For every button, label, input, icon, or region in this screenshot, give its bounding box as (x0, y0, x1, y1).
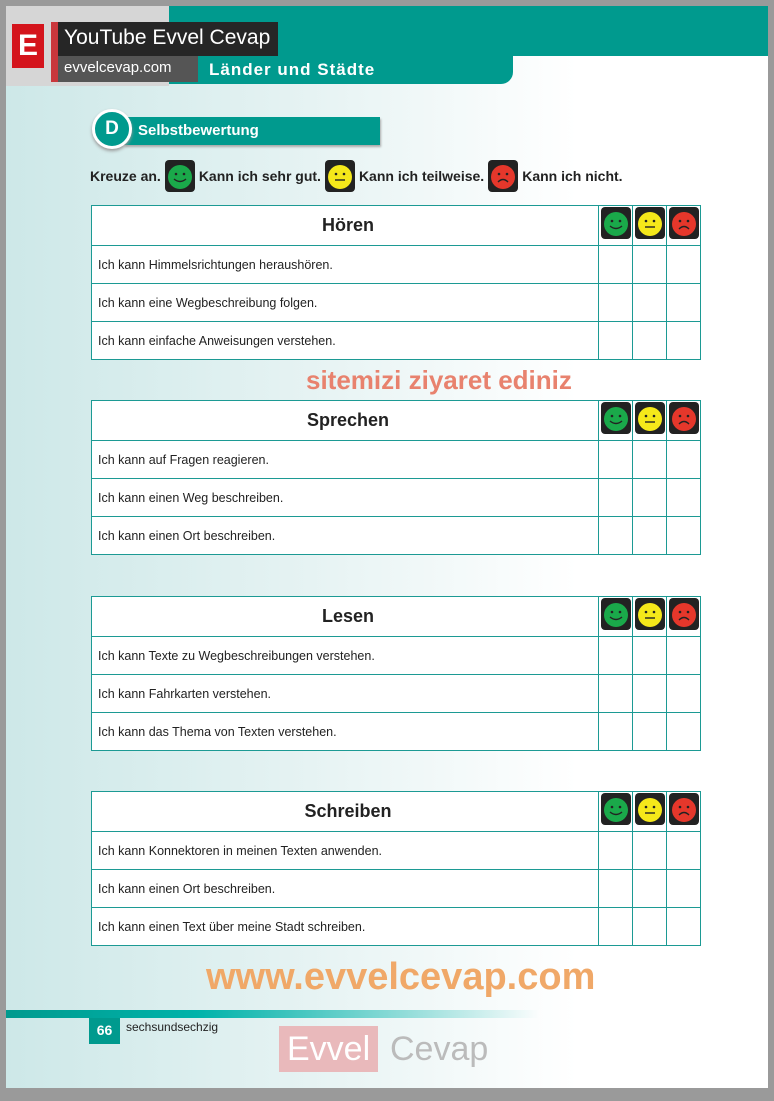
statement: Ich kann einen Ort beschreiben. (92, 870, 599, 908)
statement: Ich kann einen Weg beschreiben. (92, 479, 599, 517)
section-badge: D (92, 109, 132, 149)
smiley-happy-icon (601, 598, 631, 630)
checkbox-good[interactable] (599, 246, 633, 284)
table-row (92, 284, 701, 322)
page-word: sechsundsechzig (126, 1020, 219, 1034)
checkbox-good[interactable] (599, 675, 633, 713)
smiley-neutral-icon (635, 598, 665, 630)
assessment-table-3 (91, 791, 701, 946)
checkbox-good[interactable] (599, 479, 633, 517)
checkbox-partial[interactable] (633, 246, 667, 284)
statement: Ich kann Fahrkarten verstehen. (92, 675, 599, 713)
smiley-sad-icon (669, 598, 699, 630)
legend-partial: Kann ich teilweise. (358, 168, 485, 184)
table-row (92, 832, 701, 870)
table-title: Sprechen (92, 401, 599, 441)
assessment-table-1 (91, 400, 701, 555)
checkbox-bad[interactable] (667, 517, 701, 555)
checkbox-partial[interactable] (633, 713, 667, 751)
table-title: Schreiben (92, 792, 599, 832)
watermark: www.evvelcevap.com (206, 956, 596, 998)
checkbox-partial[interactable] (633, 441, 667, 479)
brand-bar (51, 22, 58, 82)
table-row (92, 675, 701, 713)
checkbox-good[interactable] (599, 441, 633, 479)
checkbox-bad[interactable] (667, 908, 701, 946)
smiley-neutral-icon (635, 207, 665, 239)
table-row (92, 870, 701, 908)
statement: Ich kann Himmelsrichtungen heraushören. (92, 246, 599, 284)
checkbox-good[interactable] (599, 322, 633, 360)
checkbox-bad[interactable] (667, 832, 701, 870)
footer-band (6, 1010, 768, 1018)
table-row (92, 479, 701, 517)
checkbox-bad[interactable] (667, 637, 701, 675)
page (6, 6, 768, 1088)
checkbox-partial[interactable] (633, 322, 667, 360)
smiley-neutral-icon (635, 793, 665, 825)
checkbox-partial[interactable] (633, 517, 667, 555)
checkbox-partial[interactable] (633, 479, 667, 517)
statement: Ich kann auf Fragen reagieren. (92, 441, 599, 479)
smiley-sad-icon (488, 160, 518, 192)
checkbox-bad[interactable] (667, 441, 701, 479)
site-label: evvelcevap.com (58, 56, 198, 82)
statement: Ich kann eine Wegbeschreibung folgen. (92, 284, 599, 322)
table-row (92, 441, 701, 479)
table-row (92, 908, 701, 946)
checkbox-partial[interactable] (633, 675, 667, 713)
table-title: Hören (92, 206, 599, 246)
chapter-title: Länder und Städte (169, 56, 513, 84)
legend-bad: Kann ich nicht. (522, 168, 623, 184)
checkbox-good[interactable] (599, 284, 633, 322)
smiley-sad-icon (669, 402, 699, 434)
assessment-table-0 (91, 205, 701, 360)
table-row (92, 517, 701, 555)
smiley-happy-icon (165, 160, 195, 192)
statement: Ich kann einen Ort beschreiben. (92, 517, 599, 555)
checkbox-bad[interactable] (667, 479, 701, 517)
table-row (92, 322, 701, 360)
checkbox-good[interactable] (599, 832, 633, 870)
smiley-sad-icon (669, 793, 699, 825)
legend-good: Kann ich sehr gut. (198, 168, 321, 184)
smiley-neutral-icon (635, 402, 665, 434)
checkbox-bad[interactable] (667, 246, 701, 284)
checkbox-good[interactable] (599, 908, 633, 946)
footer-logo-cevap: Cevap (390, 1030, 489, 1068)
checkbox-bad[interactable] (667, 675, 701, 713)
statement: Ich kann einen Text über meine Stadt schreiben. (92, 908, 599, 946)
statement: Ich kann einfache Anweisungen verstehen. (92, 322, 599, 360)
smiley-happy-icon (601, 207, 631, 239)
checkbox-partial[interactable] (633, 637, 667, 675)
checkbox-partial[interactable] (633, 870, 667, 908)
statement: Ich kann das Thema von Texten verstehen. (92, 713, 599, 751)
watermark-sub: sitemizi ziyaret ediniz (306, 365, 572, 395)
checkbox-good[interactable] (599, 637, 633, 675)
smiley-happy-icon (601, 402, 631, 434)
checkbox-good[interactable] (599, 713, 633, 751)
checkbox-good[interactable] (599, 870, 633, 908)
youtube-label: YouTube Evvel Cevap (58, 22, 278, 56)
checkbox-partial[interactable] (633, 284, 667, 322)
footer-logo-evvel: Evvel (279, 1026, 378, 1072)
statement: Ich kann Texte zu Wegbeschreibungen verstehen. (92, 637, 599, 675)
checkbox-bad[interactable] (667, 284, 701, 322)
page-number: 66 (89, 1018, 120, 1044)
legend (90, 160, 623, 192)
smiley-neutral-icon (325, 160, 355, 192)
table-row (92, 246, 701, 284)
assessment-table-2 (91, 596, 701, 751)
checkbox-good[interactable] (599, 517, 633, 555)
table-title: Lesen (92, 597, 599, 637)
legend-intro: Kreuze an. (90, 168, 161, 184)
table-row (92, 713, 701, 751)
checkbox-bad[interactable] (667, 870, 701, 908)
smiley-sad-icon (669, 207, 699, 239)
checkbox-bad[interactable] (667, 713, 701, 751)
brand-logo: E (12, 24, 44, 68)
checkbox-bad[interactable] (667, 322, 701, 360)
statement: Ich kann Konnektoren in meinen Texten anwenden. (92, 832, 599, 870)
table-row (92, 637, 701, 675)
smiley-happy-icon (601, 793, 631, 825)
section-title: Selbstbewertung (124, 117, 380, 145)
checkbox-partial[interactable] (633, 832, 667, 870)
checkbox-partial[interactable] (633, 908, 667, 946)
